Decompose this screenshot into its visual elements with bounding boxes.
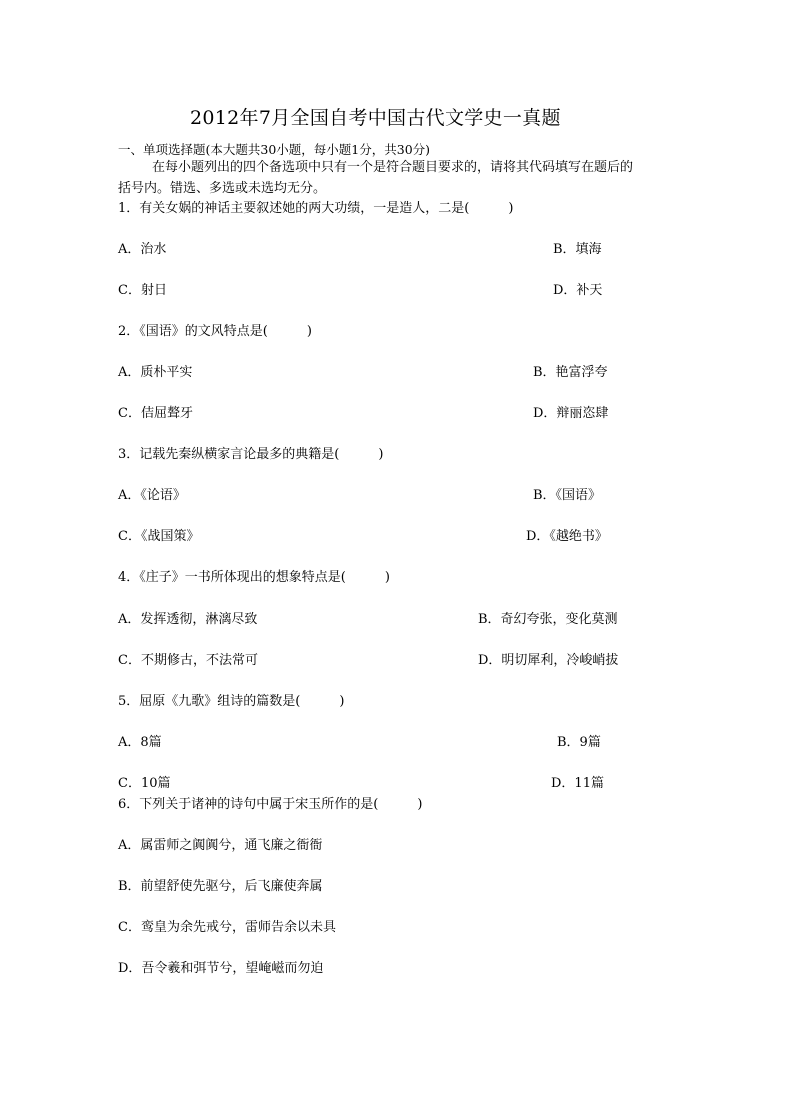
option-c: C．射日 (118, 283, 167, 298)
option-c: C．不期修古，不法常可 (118, 653, 258, 668)
option-b: B．奇幻夸张，变化莫测 (478, 612, 618, 627)
question-stem: 2．《国语》的文风特点是( ) (118, 324, 312, 339)
option-b: B．填海 (553, 242, 602, 257)
option-b: B．艳富浮夸 (533, 365, 608, 380)
option-d: D．补天 (553, 283, 603, 298)
section-instruction-line1: 在每小题列出的四个备选项中只有一个是符合题目要求的，请将其代码填写在题后的 (152, 160, 634, 175)
option-a: A．发挥透彻，淋漓尽致 (118, 612, 258, 627)
question-stem: 1．有关女娲的神话主要叙述她的两大功绩，一是造人，二是( ) (118, 201, 514, 216)
option-b: B．《国语》 (533, 488, 602, 503)
option-a: A．属雷师之阗阗兮，通飞廉之衙衙 (118, 838, 323, 853)
question-stem: 5．屈原《九歌》组诗的篇数是( ) (118, 694, 345, 709)
question-stem: 6．下列关于诸神的诗句中属于宋玉所作的是( ) (118, 797, 423, 812)
option-a: A．《论语》 (118, 488, 186, 503)
option-b: B．前望舒使先驱兮，后飞廉使奔属 (118, 879, 323, 894)
option-a: A．质朴平实 (118, 365, 193, 380)
section-heading: 一、单项选择题(本大题共30小题，每小题1分，共30分) (118, 142, 431, 157)
option-d: D．《越绝书》 (526, 529, 608, 544)
option-d: D．11篇 (551, 776, 604, 791)
option-c: C．佶屈聱牙 (118, 406, 193, 421)
question-stem: 4．《庄子》一书所体现出的想象特点是( ) (118, 570, 390, 585)
option-d: D．辩丽恣肆 (533, 406, 609, 421)
exam-title: 2012年7月全国自考中国古代文学史一真题 (190, 107, 561, 129)
option-d: D．明切犀利，冷峻峭拔 (478, 653, 619, 668)
option-a: A．8篇 (118, 735, 162, 750)
section-instruction-line2: 括号内。错选、多选或未选均无分。 (118, 181, 327, 196)
option-c: C．《战国策》 (118, 529, 200, 544)
option-c: C．鸾皇为余先戒兮，雷师告余以未具 (118, 920, 336, 935)
option-d: D．吾令羲和弭节兮，望崦嵫而勿迫 (118, 961, 324, 976)
question-stem: 3．记载先秦纵横家言论最多的典籍是( ) (118, 447, 384, 462)
option-c: C．10篇 (118, 776, 171, 791)
option-a: A．治水 (118, 242, 167, 257)
option-b: B．9篇 (557, 735, 601, 750)
